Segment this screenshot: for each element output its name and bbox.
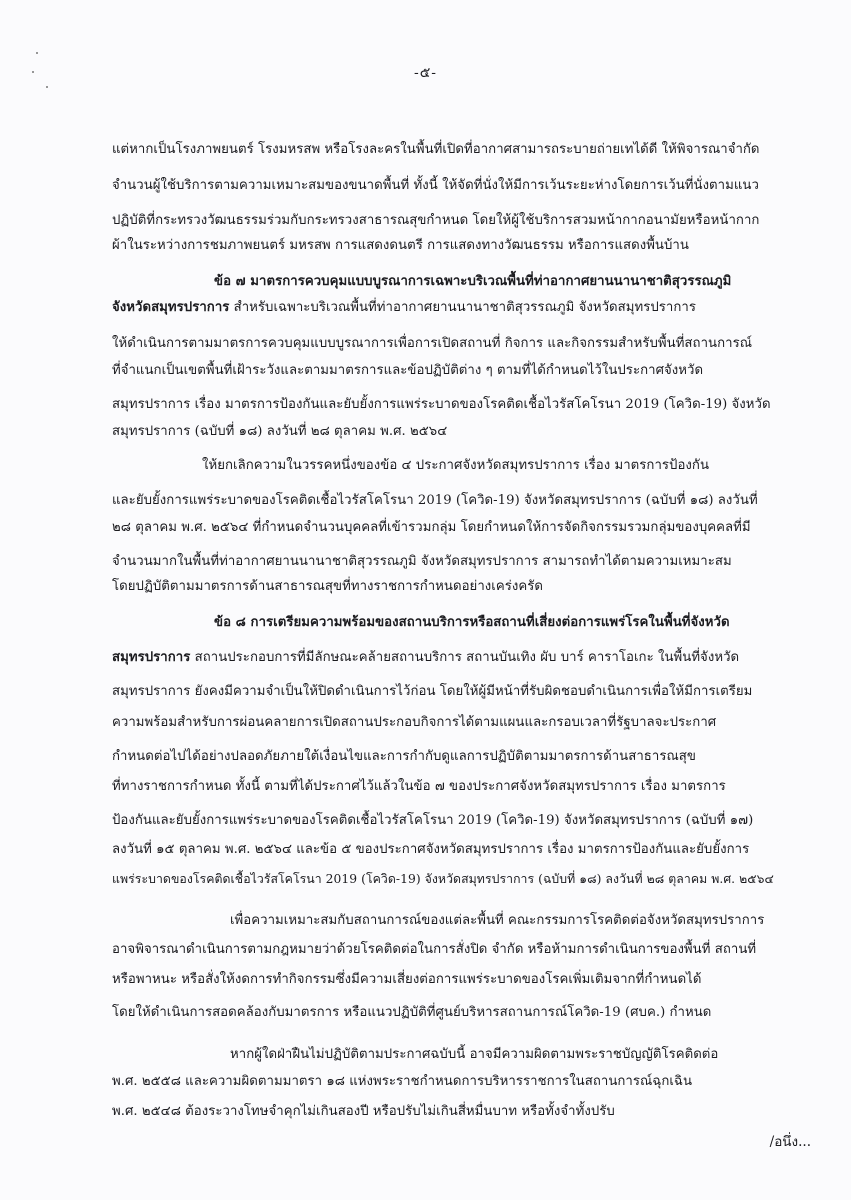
body-line: พ.ศ. ๒๕๔๘ ต้องระวางโทษจำคุกไม่เกินสองปี หรือปรับไม่เกินสี่หมื่นบาท หรือทั้งจำทั้งปรับ (112, 1104, 615, 1119)
body-line: สมุทรปราการ เรื่อง มาตรการป้องกันและยับยั้งการแพร่ระบาดของโรคติดเชื้อไวรัสโคโรนา 2019 (โควิด-19) จังหวัด (112, 397, 771, 412)
article-7-heading: ข้อ ๗ มาตรการควบคุมแบบบูรณาการเฉพาะบริเวณพื้นที่ท่าอากาศยานนานาชาติสุวรรณภูมิ (214, 274, 732, 289)
body-line: สมุทรปราการ ยังคงมีความจำเป็นให้ปิดดำเนินการไว้ก่อน โดยให้ผู้มีหน้าที่รับผิดชอบดำเนินการเพื่อให้มีการเตรียม (112, 684, 753, 699)
body-line: จำนวนมากในพื้นที่ท่าอากาศยานนานาชาติสุวรรณภูมิ จังหวัดสมุทรปราการ สามารถทำได้ตามความเหมาะสม (112, 554, 732, 569)
body-line (112, 296, 696, 317)
body-line: ให้ดำเนินการตามมาตรการควบคุมแบบบูรณาการเพื่อการเปิดสถานที่ กิจการ และกิจกรรมสำหรับพื้นที่สถานการณ์ (112, 336, 752, 351)
body-line: ผ้าในระหว่างการชมภาพยนตร์ มหรสพ การแสดงดนตรี การแสดงทางวัฒนธรรม หรือการแสดงพื้นบ้าน (112, 238, 689, 253)
body-line: ความพร้อมสำหรับการผ่อนคลายการเปิดสถานประกอบกิจการได้ตามแผนและกรอบเวลาที่รัฐบาลจะประกาศ (112, 715, 717, 730)
body-line: ป้องกันและยับยั้งการแพร่ระบาดของโรคติดเชื้อไวรัสโคโรนา 2019 (โควิด-19) จังหวัดสมุทรปราการ (ฉบับที่ ๑๗) (112, 813, 754, 828)
body-line: กำหนดต่อไปได้อย่างปลอดภัยภายใต้เงื่อนไขและการกำกับดูแลการปฏิบัติตามมาตรการด้านสาธารณสุข (112, 749, 696, 764)
scan-speck (46, 86, 48, 88)
body-line: ให้ยกเลิกความในวรรคหนึ่งของข้อ ๔ ประกาศจังหวัดสมุทรปราการ เรื่อง มาตรการป้องกัน (202, 458, 710, 473)
body-line: อาจพิจารณาดำเนินการตามกฎหมายว่าด้วยโรคติดต่อในการสั่งปิด จำกัด หรือห้ามการดำเนินการของพื้นที่ สถานที่ (112, 942, 757, 957)
body-line: เพื่อความเหมาะสมกับสถานการณ์ของแต่ละพื้นที่ คณะกรรมการโรคติดต่อจังหวัดสมุทรปราการ (230, 913, 765, 928)
scan-speck (36, 52, 38, 54)
body-line: หากผู้ใดฝ่าฝืนไม่ปฏิบัติตามประกาศฉบับนี้ อาจมีความผิดตามพระราชบัญญัติโรคติดต่อ (230, 1047, 719, 1062)
body-line: โดยปฏิบัติตามมาตรการด้านสาธารณสุขที่ทางราชการกำหนดอย่างเคร่งครัด (112, 579, 543, 594)
body-line: แต่หากเป็นโรงภาพยนตร์ โรงมหรสพ หรือโรงละครในพื้นที่เปิดที่อากาศสามารถระบายถ่ายเทได้ดี ให้พิจารณาจำกัด (112, 142, 760, 157)
body-line: สมุทรปราการ (ฉบับที่ ๑๘) ลงวันที่ ๒๘ ตุลาคม พ.ศ. ๒๕๖๔ (112, 424, 448, 439)
article-8-heading: ข้อ ๘ การเตรียมความพร้อมของสถานบริการหรือสถานที่เสี่ยงต่อการแพร่โรคในพื้นที่จังหวัด (214, 615, 730, 630)
body-line: ๒๘ ตุลาคม พ.ศ. ๒๕๖๔ ที่กำหนดจำนวนบุคคลที่เข้ารวมกลุ่ม โดยกำหนดให้การจัดกิจกรรมรวมกลุ่มของบุคคลที่มี (112, 520, 751, 535)
continuation-marker: /อนึ่ง... (769, 1134, 811, 1150)
body-line: ที่ทางราชการกำหนด ทั้งนี้ ตามที่ได้ประกาศไว้แล้วในข้อ ๗ ของประกาศจังหวัดสมุทรปราการ เรื่อง มาตรการ (112, 779, 726, 794)
body-line: ปฏิบัติที่กระทรวงวัฒนธรรมร่วมกับกระทรวงสาธารณสุขกำหนด โดยให้ผู้ใช้บริการสวมหน้ากากอนามัยหรือหน้ากาก (112, 213, 760, 228)
body-line: หรือพาหนะ หรือสั่งให้งดการทำกิจกรรมซึ่งมีความเสี่ยงต่อการแพร่ระบาดของโรคเพิ่มเติมจากที่กำหนดได้ (112, 972, 702, 987)
body-line: จำนวนผู้ใช้บริการตามความเหมาะสมของขนาดพื้นที่ ทั้งนี้ ให้จัดที่นั่งให้มีการเว้นระยะห่างโดยการเว้นที่นั่งตามแนว (112, 178, 759, 193)
body-line: และยับยั้งการแพร่ระบาดของโรคติดเชื้อไวรัสโคโรนา 2019 (โควิด-19) จังหวัดสมุทรปราการ (ฉบับที่ ๑๘) ลงวันที่ (112, 493, 758, 508)
article-8-text: สถานประกอบการที่มีลักษณะคล้ายสถานบริการ สถานบันเทิง ผับ บาร์ คาราโอเกะ ในพื้นที่จังหวัด (190, 650, 740, 665)
article-8-heading-bold: สมุทรปราการ (112, 650, 191, 665)
body-line: ที่จำแนกเป็นเขตพื้นที่เฝ้าระวังและตามมาตรการและข้อปฏิบัติต่าง ๆ ตามที่ได้กำหนดไว้ในประกาศจังหวัด (112, 363, 704, 378)
body-line: พ.ศ. ๒๕๕๘ และความผิดตามมาตรา ๑๘ แห่งพระราชกำหนดการบริหารราชการในสถานการณ์ฉุกเฉิน (112, 1074, 693, 1089)
body-line: โดยให้ดำเนินการสอดคล้องกับมาตรการ หรือแนวปฏิบัติที่ศูนย์บริหารสถานการณ์โควิด-19 (ศบค.) กำหนด (112, 1005, 712, 1020)
article-7-heading-bold: จังหวัดสมุทรปราการ (112, 300, 230, 315)
page-number: -๕- (413, 65, 438, 81)
body-line: แพร่ระบาดของโรคติดเชื้อไวรัสโคโรนา 2019 (โควิด-19) จังหวัดสมุทรปราการ (ฉบับที่ ๑๘) ลงวันที่ ๒๘ ตุลาคม พ.ศ. ๒๕๖๔ (112, 872, 774, 886)
body-line (112, 646, 739, 667)
body-line: ลงวันที่ ๑๕ ตุลาคม พ.ศ. ๒๕๖๔ และข้อ ๕ ของประกาศจังหวัดสมุทรปราการ เรื่อง มาตรการป้องกันและยับยั้งการ (112, 842, 750, 857)
article-7-text: สำหรับเฉพาะบริเวณพื้นที่ท่าอากาศยานนานาชาติสุวรรณภูมิ จังหวัดสมุทรปราการ (229, 300, 697, 315)
